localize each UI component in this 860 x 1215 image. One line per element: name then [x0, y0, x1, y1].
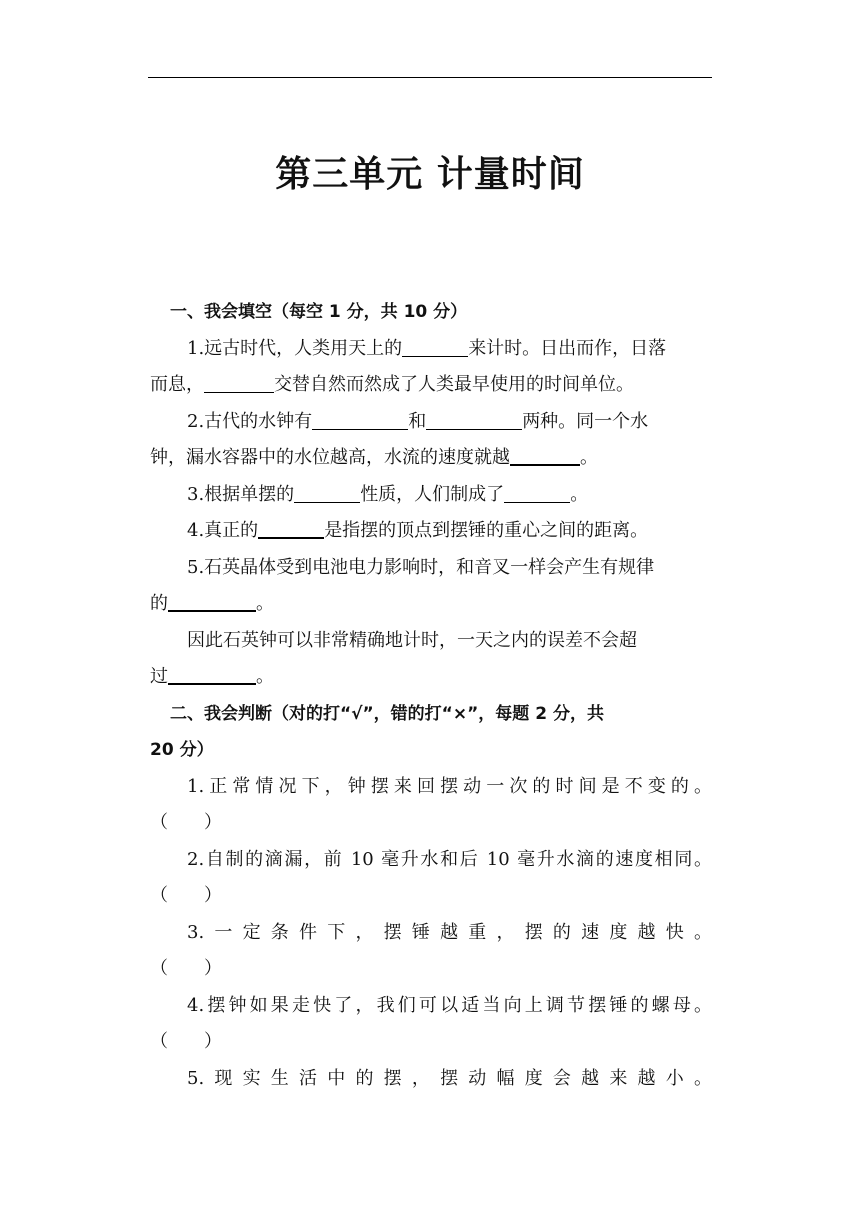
answer-blank[interactable] — [426, 411, 522, 430]
answer-blank[interactable] — [168, 665, 256, 685]
answer-blank[interactable] — [402, 338, 468, 357]
q1-text-a: 1.远古时代，人类用天上的 — [187, 337, 403, 359]
q1-text-b: 来计时。日出而作，日落 — [468, 337, 667, 359]
question-5-note — [150, 623, 712, 660]
q3-text-b: 性质，人们制成了 — [360, 483, 505, 505]
answer-parentheses[interactable]: （ ） — [150, 958, 222, 979]
question-2-cont — [150, 440, 712, 477]
answer-parentheses[interactable]: （ ） — [150, 1031, 222, 1052]
answer-blank[interactable] — [258, 519, 324, 539]
answer-blank[interactable] — [168, 592, 256, 612]
judge-item-4: 4.摆钟如果走快了，我们可以适当向上调节摆锤的螺母。 — [187, 994, 712, 1016]
answer-blank[interactable] — [294, 484, 360, 503]
section-2-heading — [150, 696, 712, 733]
q5-text-b: 的 — [150, 593, 168, 614]
judge-item-3: 3.一定条件下，摆锤越重，摆的速度越快。 — [187, 921, 712, 943]
q2-text-a: 2.古代的水钟有 — [187, 410, 313, 432]
answer-parentheses[interactable]: （ ） — [150, 885, 222, 906]
answer-parentheses[interactable]: （ ） — [150, 812, 222, 833]
answer-blank[interactable] — [312, 411, 408, 430]
answer-blank[interactable] — [204, 374, 274, 393]
q2-text-b: 和 — [408, 410, 427, 432]
question-5 — [150, 550, 712, 587]
q4-text-b: 是指摆的顶点到摆锤的重心之间的距离。 — [324, 520, 649, 541]
q1-text-d: 交替自然而然成了人类最早使用的时间单位。 — [274, 374, 634, 395]
section-2-heading-a: 二、我会判断（对的打“√”，错的打“×”，每题 2 分，共 — [170, 703, 604, 724]
judge-item-5: 5.现实生活中的摆，摆动幅度会越来越小。 — [187, 1067, 712, 1089]
question-4 — [150, 513, 712, 550]
q5-text-f: 。 — [256, 666, 274, 687]
question-3 — [150, 477, 712, 514]
q5-text-c: 。 — [256, 593, 274, 614]
q3-text-a: 3.根据单摆的 — [187, 483, 295, 505]
q1-text-c: 而息， — [150, 374, 204, 395]
question-5-note-cont — [150, 659, 712, 696]
section-2-heading-cont: 20 分） — [150, 740, 214, 760]
answer-blank[interactable] — [510, 446, 580, 466]
q2-text-e: 。 — [580, 447, 598, 468]
judge-item-1: 1.正常情况下，钟摆来回摆动一次的时间是不变的。 — [187, 775, 712, 797]
question-2 — [150, 404, 712, 441]
question-1-cont — [150, 367, 712, 404]
page-title: 第三单元 计量时间 — [275, 154, 585, 195]
answer-blank[interactable] — [504, 484, 570, 503]
q5-text-d: 因此石英钟可以非常精确地计时，一天之内的误差不会超 — [187, 629, 637, 651]
q5-text-e: 过 — [150, 666, 168, 687]
q5-text-a: 5.石英晶体受到电池电力影响时，和音叉一样会产生有规律 — [187, 556, 655, 578]
worksheet-body — [150, 294, 712, 1097]
judge-item-2: 2.自制的滴漏，前 10 毫升水和后 10 毫升水滴的速度相同。 — [187, 848, 712, 870]
q2-text-c: 两种。同一个水 — [522, 410, 649, 432]
section-1-heading: 一、我会填空（每空 1 分，共 10 分） — [170, 302, 468, 322]
question-5-cont — [150, 586, 712, 623]
q3-text-c: 。 — [570, 483, 589, 505]
question-1 — [150, 331, 712, 368]
q4-text-a: 4.真正的 — [187, 520, 259, 541]
header-rule — [148, 77, 712, 78]
q2-text-d: 钟，漏水容器中的水位越高，水流的速度就越 — [150, 447, 510, 468]
